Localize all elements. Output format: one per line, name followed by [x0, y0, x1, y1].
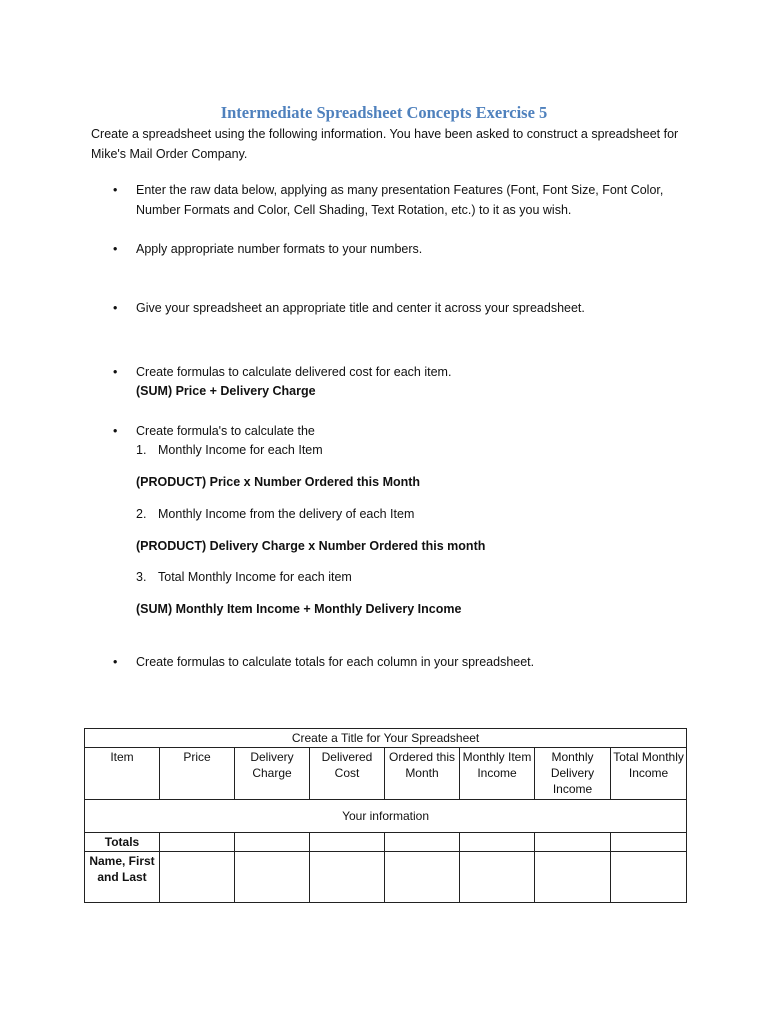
- item-text: Total Monthly Income for each item: [158, 570, 352, 584]
- name-row: [85, 852, 687, 903]
- header-total-monthly-income: Total Monthly Income: [611, 748, 687, 800]
- numbered-item: [136, 440, 323, 460]
- table-cell: [235, 833, 310, 852]
- formula-total-monthly-income: (SUM) Monthly Item Income + Monthly Delivery Income: [136, 602, 462, 616]
- table-cell: [235, 852, 310, 903]
- spreadsheet-template-table: [84, 728, 687, 903]
- bullet-raw-data: Enter the raw data below, applying as many presentation Features (Font, Font Size, Font Color, Number Formats and Color, Cell Shading, Text Rotation, etc.) to it as you wish.: [136, 183, 664, 217]
- header-monthly-item-income: Monthly Item Income: [460, 748, 535, 800]
- header-price: Price: [160, 748, 235, 800]
- table-title: Create a Title for Your Spreadsheet: [85, 729, 687, 748]
- table-cell: [460, 833, 535, 852]
- table-cell: [611, 833, 687, 852]
- table-header-row: [85, 748, 687, 800]
- table-cell: [535, 833, 611, 852]
- header-ordered-this-month: Ordered this Month: [385, 748, 460, 800]
- bullet-marker: •: [113, 183, 118, 197]
- table-cell: [160, 833, 235, 852]
- header-monthly-delivery-income: Monthly Delivery Income: [535, 748, 611, 800]
- totals-row: [85, 833, 687, 852]
- your-information-cell: Your information: [85, 800, 687, 833]
- header-delivery-charge: Delivery Charge: [235, 748, 310, 800]
- bullet-column-totals: Create formulas to calculate totals for each column in your spreadsheet.: [136, 655, 535, 669]
- bullet-number-formats: Apply appropriate number formats to your numbers.: [136, 242, 423, 256]
- header-item: Item: [85, 748, 160, 800]
- bullet-marker: •: [113, 424, 118, 438]
- table-cell: [160, 852, 235, 903]
- item-text: Monthly Income for each Item: [158, 443, 323, 457]
- item-number: 1.: [136, 443, 147, 457]
- table-cell: [535, 852, 611, 903]
- table-cell: [385, 852, 460, 903]
- formula-monthly-item-income: (PRODUCT) Price x Number Ordered this Month: [136, 475, 421, 489]
- table-cell: [611, 852, 687, 903]
- bullet-marker: •: [113, 655, 118, 669]
- header-delivered-cost: Delivered Cost: [310, 748, 385, 800]
- table-cell: [310, 833, 385, 852]
- bullet-title: Give your spreadsheet an appropriate title and center it across your spreadsheet.: [136, 301, 585, 315]
- formula-delivered-cost: (SUM) Price + Delivery Charge: [136, 384, 316, 398]
- bullet-marker: •: [113, 301, 118, 315]
- totals-label: Totals: [85, 833, 160, 852]
- name-label: Name, First and Last: [85, 852, 160, 903]
- bullet-marker: •: [113, 242, 118, 256]
- table-cell: [310, 852, 385, 903]
- intro-paragraph: Create a spreadsheet using the following information. You have been asked to construct a spreadsheet for Mike's Mail Order Company.: [91, 127, 679, 161]
- document-title: Intermediate Spreadsheet Concepts Exercise 5: [220, 103, 548, 122]
- bullet-delivered-cost: Create formulas to calculate delivered cost for each item.: [136, 365, 452, 379]
- numbered-item: [136, 567, 352, 587]
- item-number: 3.: [136, 570, 147, 584]
- table-cell: [385, 833, 460, 852]
- numbered-item: [136, 504, 414, 524]
- formula-monthly-delivery-income: (PRODUCT) Delivery Charge x Number Ordered this month: [136, 539, 486, 553]
- item-number: 2.: [136, 507, 147, 521]
- bullet-income-formulas: Create formula's to calculate the: [136, 424, 315, 438]
- item-text: Monthly Income from the delivery of each Item: [158, 507, 415, 521]
- bullet-marker: •: [113, 365, 118, 379]
- table-cell: [460, 852, 535, 903]
